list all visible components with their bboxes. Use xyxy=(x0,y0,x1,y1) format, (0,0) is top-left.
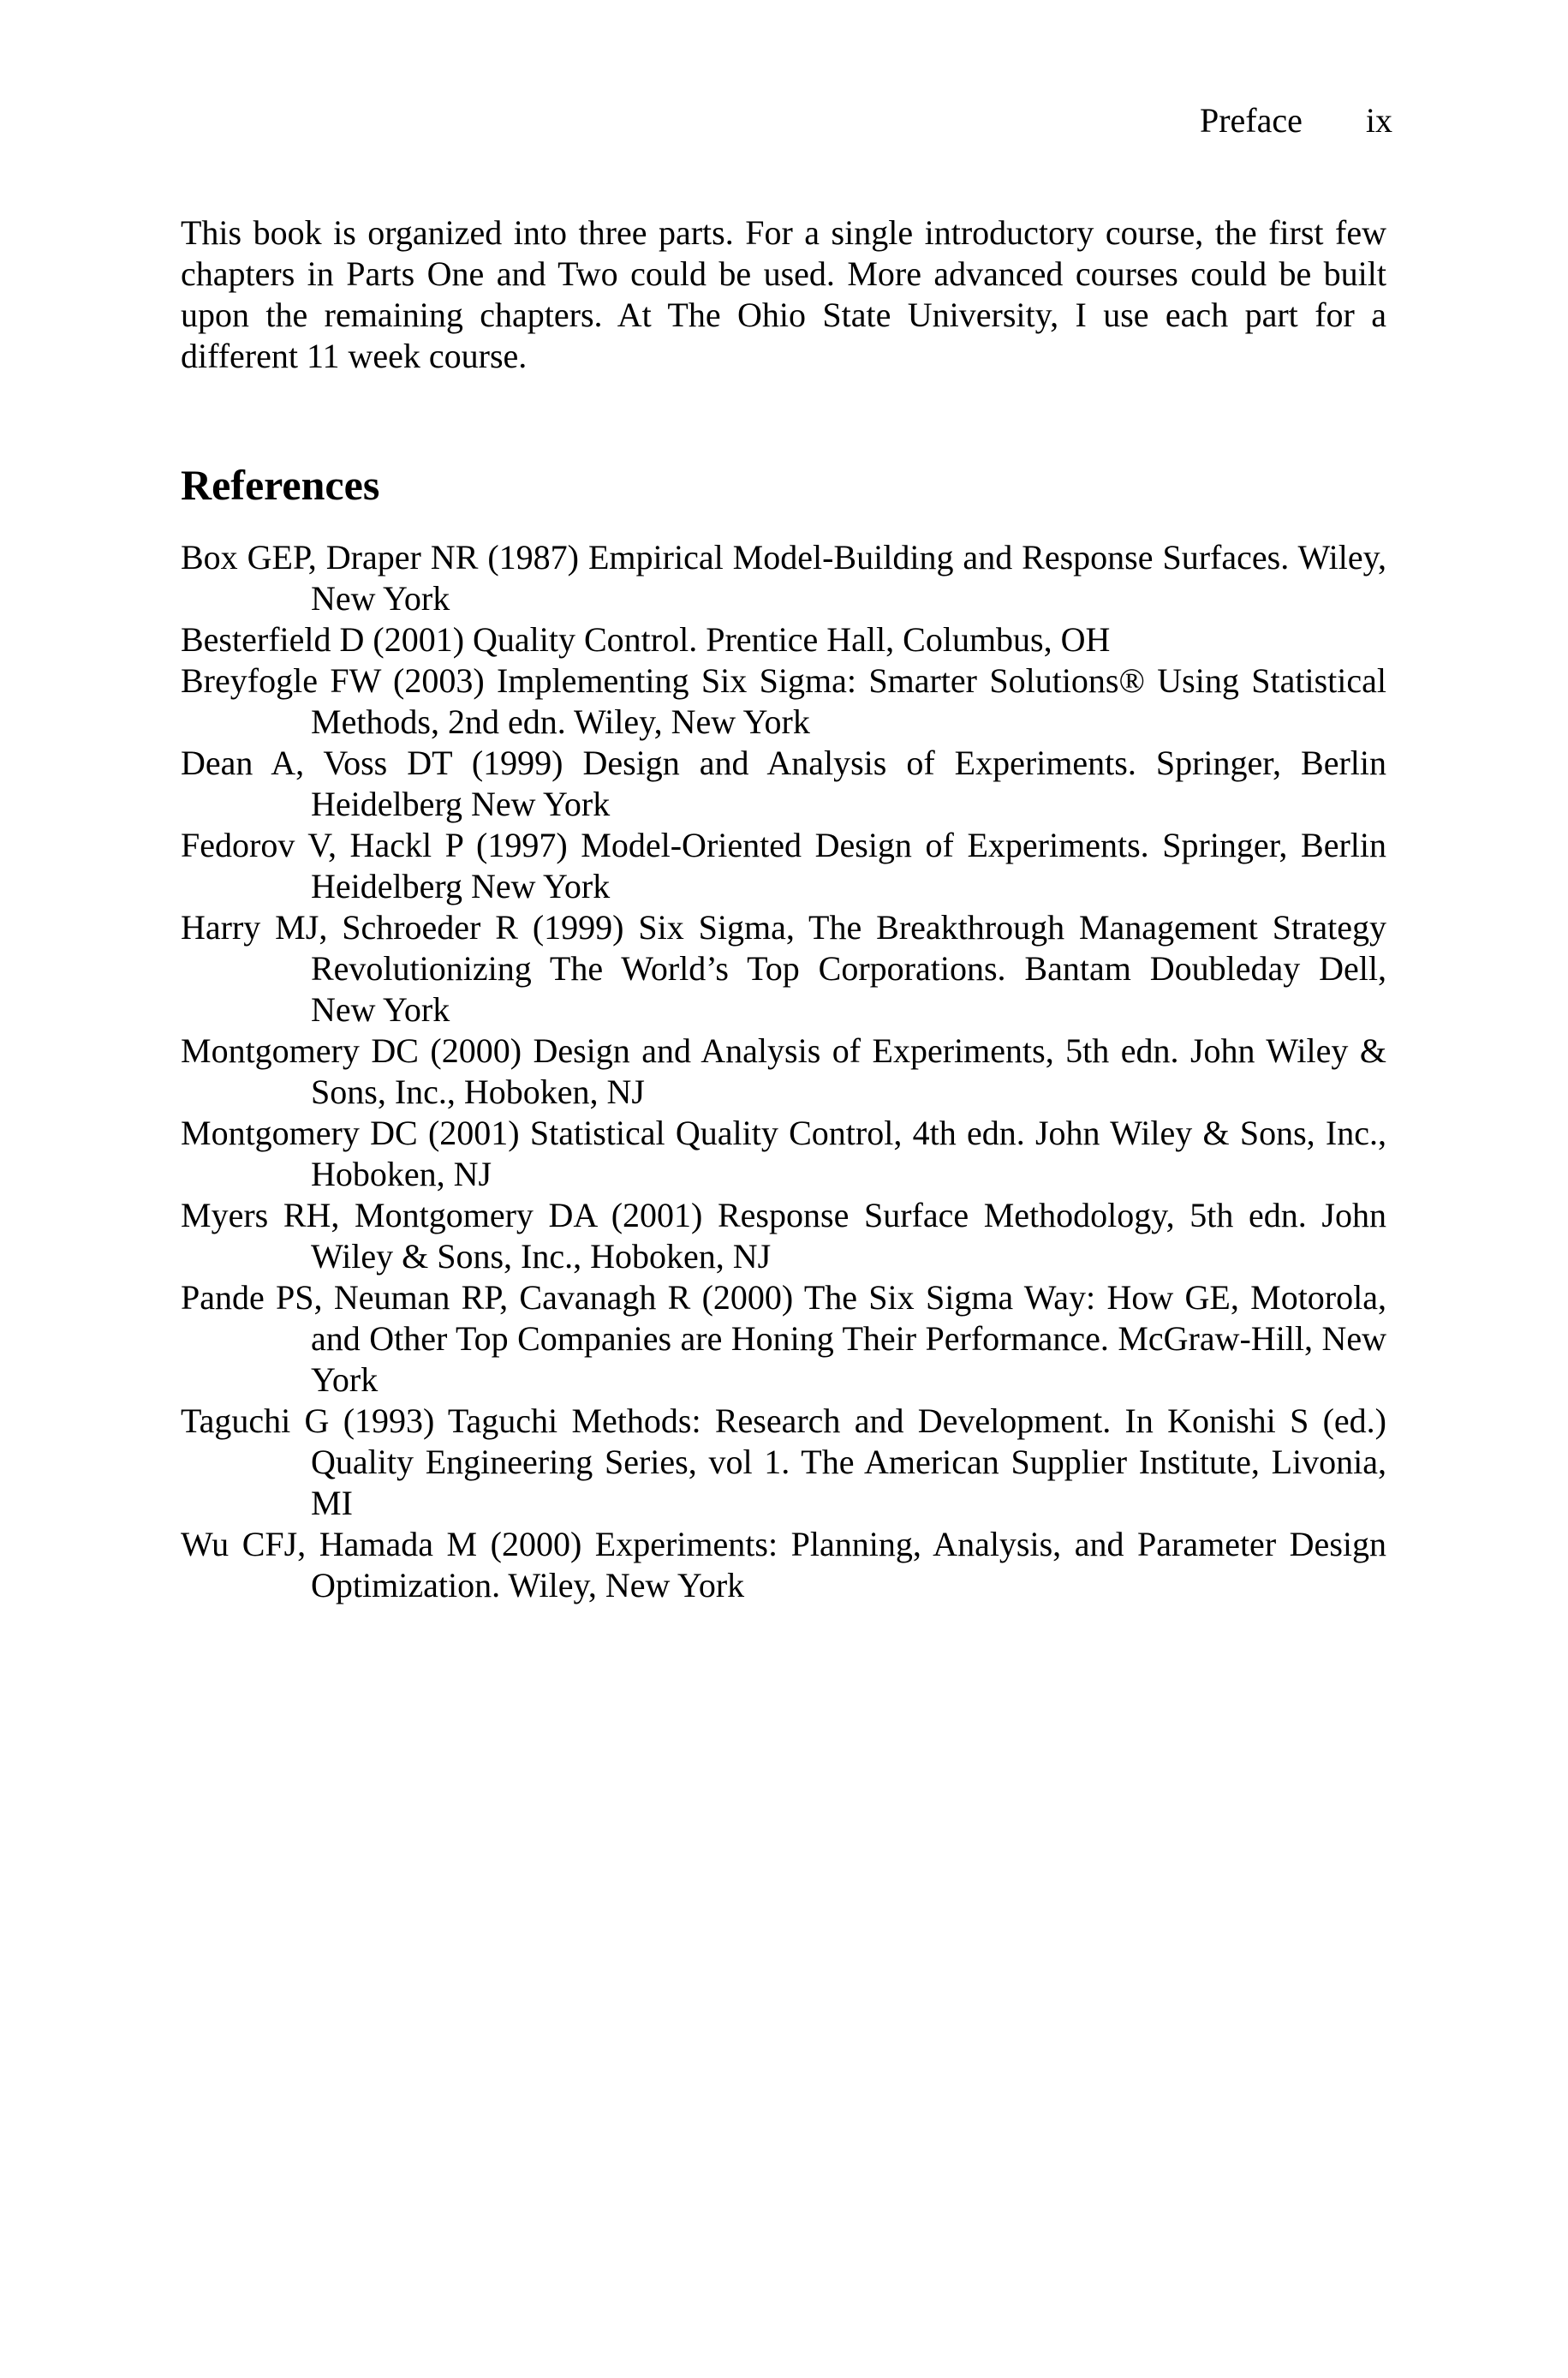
reference-item: Dean A, Voss DT (1999) Design and Analysis of Experiments. Springer, Berlin Heidelberg New York xyxy=(181,744,1386,823)
running-head-title: Preface xyxy=(1199,101,1303,140)
reference-item: Taguchi G (1993) Taguchi Methods: Research and Development. In Konishi S (ed.) Quality Engineering Series, vol 1. The American Supplier Institute, Livonia, MI xyxy=(181,1401,1386,1522)
reference-item: Montgomery DC (2000) Design and Analysis of Experiments, 5th edn. John Wiley & Sons, Inc., Hoboken, NJ xyxy=(181,1031,1386,1111)
references-heading: References xyxy=(181,461,380,509)
page-content xyxy=(181,212,1386,1606)
intro-paragraph: This book is organized into three parts. For a single introductory course, the first few chapters in Parts One and Two could be used. More advanced courses could be built upon the remaining chapters. At The Ohio State University, I use each part for a different 11 week course. xyxy=(181,213,1386,375)
running-head xyxy=(1200,99,1392,142)
reference-item: Myers RH, Montgomery DA (2001) Response Surface Methodology, 5th edn. John Wiley & Sons, Inc., Hoboken, NJ xyxy=(181,1196,1386,1276)
reference-item: Wu CFJ, Hamada M (2000) Experiments: Planning, Analysis, and Parameter Design Optimization. Wiley, New York xyxy=(181,1525,1386,1604)
reference-item: Pande PS, Neuman RP, Cavanagh R (2000) The Six Sigma Way: How GE, Motorola, and Other Top Companies are Honing Their Performance. McGraw-Hill, New York xyxy=(181,1278,1386,1399)
page-number: ix xyxy=(1365,101,1392,140)
reference-item: Breyfogle FW (2003) Implementing Six Sigma: Smarter Solutions® Using Statistical Methods, 2nd edn. Wiley, New York xyxy=(181,661,1386,741)
reference-item: Fedorov V, Hackl P (1997) Model-Oriented Design of Experiments. Springer, Berlin Heidelberg New York xyxy=(181,826,1386,905)
reference-item: Box GEP, Draper NR (1987) Empirical Model-Building and Response Surfaces. Wiley, New York xyxy=(181,538,1386,618)
reference-item: Montgomery DC (2001) Statistical Quality Control, 4th edn. John Wiley & Sons, Inc., Hoboken, NJ xyxy=(181,1114,1386,1193)
reference-list xyxy=(181,537,1386,1606)
reference-item: Besterfield D (2001) Quality Control. Prentice Hall, Columbus, OH xyxy=(181,620,1111,659)
reference-item: Harry MJ, Schroeder R (1999) Six Sigma, The Breakthrough Management Strategy Revolutionizing The World’s Top Corporations. Bantam Doubleday Dell, New York xyxy=(181,908,1386,1029)
